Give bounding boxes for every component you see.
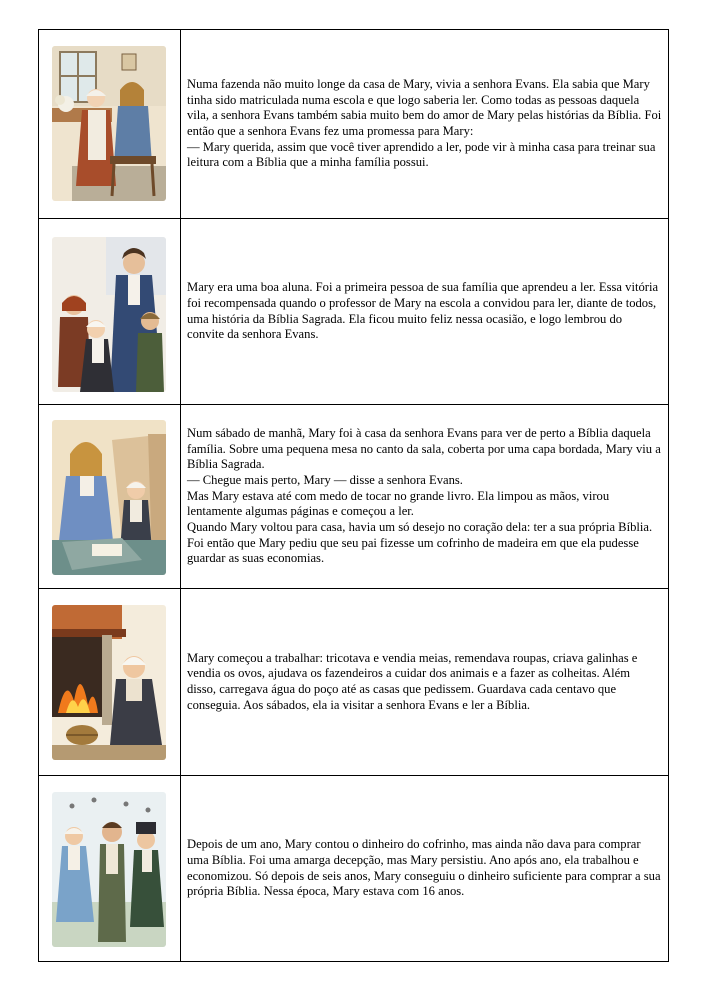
story-paragraph: Num sábado de manhã, Mary foi à casa da senhora Evans para ver de perto a Bíblia daquela família. Sobre uma pequena mesa no canto da sala, coberta por uma capa bordada, Mary viu a Bíblia Sagrada. — Chegue mais perto, Mary — disse a senhora Evans. Mas Mary estava até com medo de tocar no grande livro. Ela limpou as mãos, virou lentamente algumas páginas e começou a ler. Quando Mary voltou para casa, havia um só desejo no coração dela: ter a sua própria Bíblia. Foi então que Mary pediu que seu pai fizesse um cofrinho de madeira em que ela pudesse guardar as suas economias. <box>187 425 661 566</box>
image-cell <box>39 30 181 218</box>
story-row <box>39 30 668 219</box>
text-cell <box>187 219 662 404</box>
text-cell <box>187 589 662 775</box>
story-paragraph: Numa fazenda não muito longe da casa de Mary, vivia a senhora Evans. Ela sabia que Mary tinha sido matriculada numa escola e que logo saberia ler. Como todas as pessoas daquela vila, a senhora Evans também sabia muito bem do amor de Mary pelas histórias da Bíblia. Foi então que a senhora Evans fez uma promessa para Mary: — Mary querida, assim que você tiver aprendido a ler, pode vir à minha casa para treinar sua leitura com a Bíblia que a minha família possui. <box>187 76 662 170</box>
image-cell <box>39 219 181 404</box>
illustration-mary-with-mrs-evans <box>52 46 166 201</box>
illustration-mary-at-school <box>52 237 166 392</box>
text-cell <box>187 776 662 961</box>
story-table <box>38 29 669 962</box>
image-cell <box>39 405 181 588</box>
illustration-mary-knitting-by-fire <box>52 605 166 760</box>
story-row <box>39 219 668 405</box>
story-paragraph: Mary começou a trabalhar: tricotava e vendia meias, remendava roupas, criava galinhas e vendia os ovos, ajudava os fazendeiros a cuidar dos animais e a fazer as colheitas. Além disso, carregava água do poço até as casas que pedissem. Guardava cada centavo que conseguia. Aos sábados, ela ia visitar a senhora Evans e ler a Bíblia. <box>187 650 638 712</box>
image-cell <box>39 589 181 775</box>
story-row <box>39 405 668 589</box>
story-row <box>39 776 668 961</box>
story-paragraph: Depois de um ano, Mary contou o dinheiro do cofrinho, mas ainda não dava para comprar uma Bíblia. Foi uma amarga decepção, mas Mary persistiu. Ano após ano, ela trabalhou e economizou. Só depois de seis anos, Mary conseguiu o dinheiro suficiente para comprar a sua própria Bíblia. Nessa época, Mary estava com 16 anos. <box>187 837 661 899</box>
text-cell <box>187 405 662 588</box>
story-row <box>39 589 668 776</box>
image-cell <box>39 776 181 961</box>
illustration-mary-sees-bible <box>52 420 166 575</box>
text-cell <box>187 30 662 218</box>
illustration-mary-counting-savings <box>52 792 166 947</box>
story-paragraph: Mary era uma boa aluna. Foi a primeira pessoa de sua família que aprendeu a ler. Essa vitória foi recompensada quando o professor de Mary na escola a convidou para ler, diante de todos, uma história da Bíblia Sagrada. Ela ficou muito feliz nessa ocasião, e logo lembrou do convite da senhora Evans. <box>187 280 659 342</box>
